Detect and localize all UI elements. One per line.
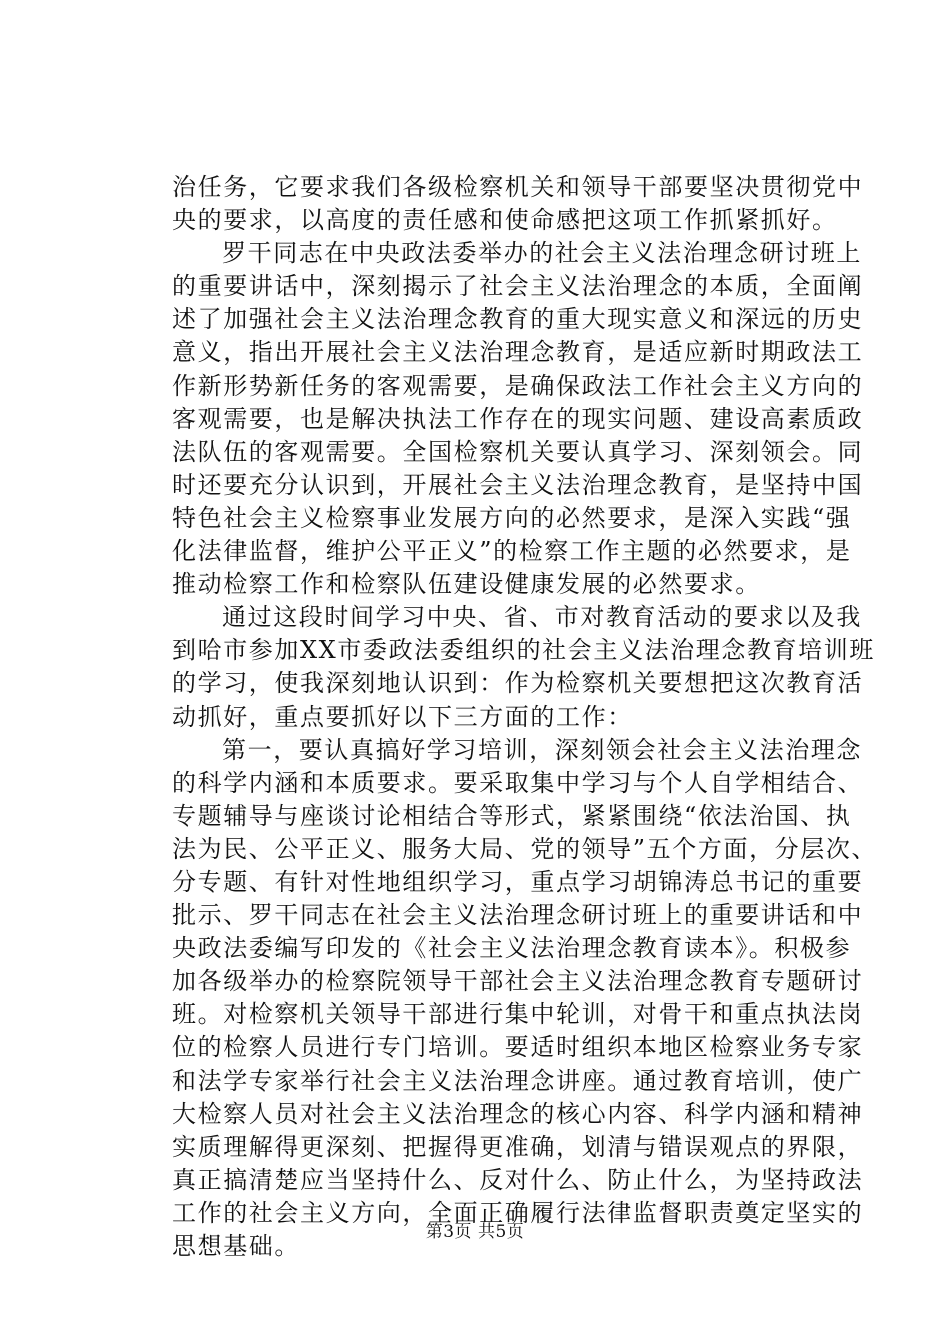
text-line: 意义，指出开展社会主义法治理念教育，是适应新时期政法工 — [172, 338, 864, 367]
text-line: 大检察人员对社会主义法治理念的核心内容、科学内涵和精神 — [172, 1099, 864, 1128]
text-line: 客观需要，也是解决执法工作存在的现实问题、建设高素质政 — [172, 404, 864, 433]
paragraph-first-line: 通过这段时间学习中央、省、市对教育活动的要求以及我 — [222, 603, 862, 632]
page-number-footer: 第3页 共5页 — [425, 1222, 525, 1242]
text-line: 位的检察人员进行专门培训。要适时组织本地区检察业务专家 — [172, 1033, 864, 1062]
text-line: 治任务，它要求我们各级检察机关和领导干部要坚决贯彻党中 — [172, 173, 864, 201]
text-line: 实质理解得更深刻、把握得更准确，划清与错误观点的界限， — [172, 1132, 864, 1161]
text-line: 专题辅导与座谈讨论相结合等形式，紧紧围绕“依法治国、执 — [172, 801, 852, 830]
text-line: 述了加强社会主义法治理念教育的重大现实意义和深远的历史 — [172, 305, 864, 334]
text-line: 加各级举办的检察院领导干部社会主义法治理念教育专题研讨 — [172, 967, 864, 996]
text-line: 央政法委编写印发的《社会主义法治理念教育读本》。积极参 — [172, 934, 852, 963]
text-line: 化法律监督，维护公平正义”的检察工作主题的必然要求，是 — [172, 537, 852, 566]
text-line: 班。对检察机关领导干部进行集中轮训，对骨干和重点执法岗 — [172, 1000, 864, 1029]
text-line: 推动检察工作和检察队伍建设健康发展的必然要求。 — [172, 570, 761, 599]
text-line: 和法学专家举行社会主义法治理念讲座。通过教育培训，使广 — [172, 1066, 864, 1095]
text-line: 的科学内涵和本质要求。要采取集中学习与个人自学相结合、 — [172, 768, 864, 797]
text-line: 工作的社会主义方向，全面正确履行法律监督职责奠定坚实的 — [172, 1198, 864, 1227]
paragraph-first-line: 第一，要认真搞好学习培训，深刻领会社会主义法治理念 — [222, 735, 862, 764]
text-line: 的学习，使我深刻地认识到：作为检察机关要想把这次教育活 — [172, 669, 864, 698]
text-line: 到哈市参加XX市委政法委组织的社会主义法治理念教育培训班 — [172, 636, 875, 665]
text-line: 的重要讲话中，深刻揭示了社会主义法治理念的本质，全面阐 — [172, 272, 864, 301]
text-line: 时还要充分认识到，开展社会主义法治理念教育，是坚持中国 — [172, 470, 864, 499]
text-line: 法为民、公平正义、服务大局、党的领导”五个方面，分层次、 — [172, 834, 878, 863]
text-line: 真正搞清楚应当坚持什么、反对什么、防止什么，为坚持政法 — [172, 1165, 864, 1194]
document-body — [172, 171, 892, 1263]
text-line: 批示、罗干同志在社会主义法治理念研讨班上的重要讲话和中 — [172, 901, 864, 930]
text-line: 动抓好，重点要抓好以下三方面的工作： — [172, 702, 633, 731]
text-line: 央的要求，以高度的责任感和使命感把这项工作抓紧抓好。 — [172, 206, 838, 235]
text-line: 作新形势新任务的客观需要，是确保政法工作社会主义方向的 — [172, 371, 864, 400]
text-line: 法队伍的客观需要。全国检察机关要认真学习、深刻领会。同 — [172, 437, 864, 466]
text-line: 分专题、有针对性地组织学习，重点学习胡锦涛总书记的重要 — [172, 867, 864, 896]
text-line: 特色社会主义检察事业发展方向的必然要求，是深入实践“强 — [172, 503, 852, 532]
text-line: 思想基础。 — [172, 1232, 300, 1260]
paragraph-first-line: 罗干同志在中央政法委举办的社会主义法治理念研讨班上 — [222, 239, 862, 268]
